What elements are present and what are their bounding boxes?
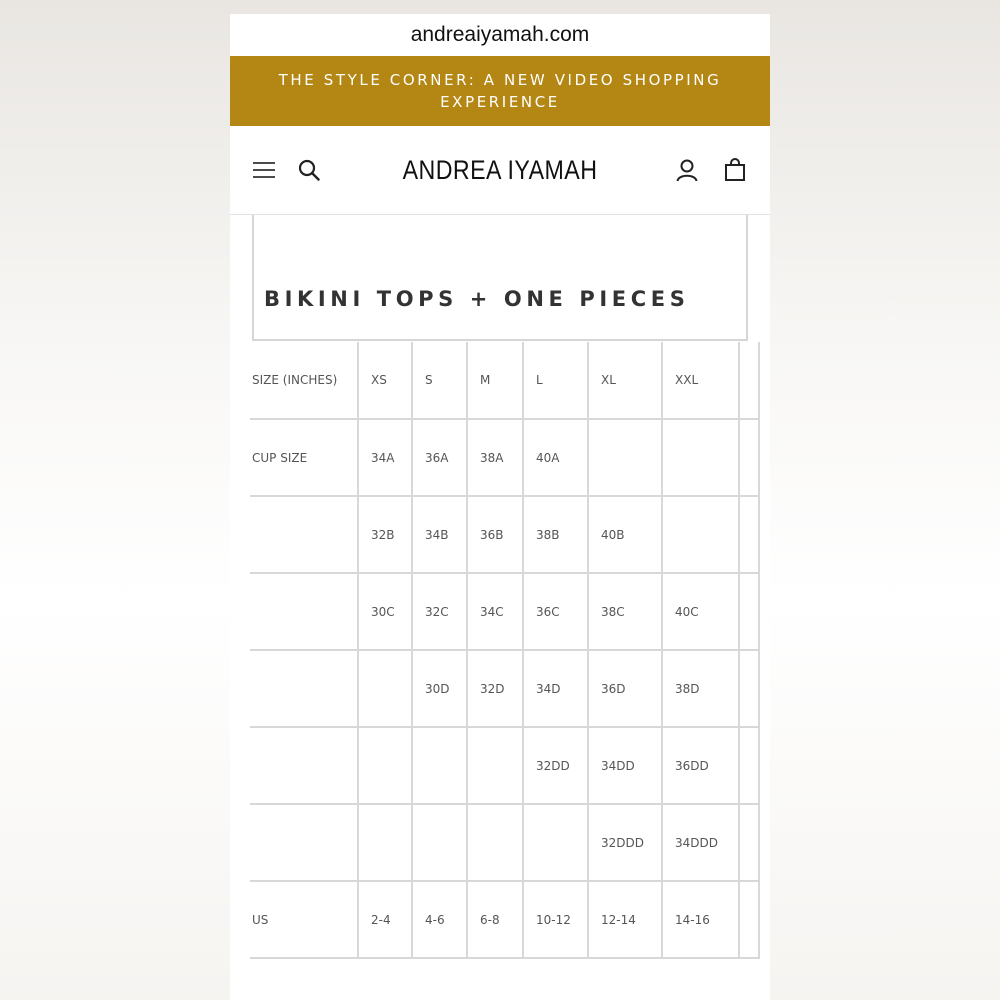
table-cell: 32D xyxy=(467,650,523,727)
phone-screen xyxy=(230,14,770,1000)
address-bar[interactable] xyxy=(230,14,770,56)
table-cell: 32C xyxy=(412,573,467,650)
table-cell xyxy=(358,804,412,881)
table-cell: 40C xyxy=(662,573,739,650)
table-row xyxy=(250,573,759,650)
table-cell xyxy=(412,804,467,881)
account-icon[interactable] xyxy=(675,126,699,214)
table-cell: 38D xyxy=(662,650,739,727)
table-cell: 34C xyxy=(467,573,523,650)
table-cell xyxy=(250,573,358,650)
table-cell: 32DD xyxy=(523,727,588,804)
table-cell: 38B xyxy=(523,496,588,573)
table-cell xyxy=(358,727,412,804)
table-cell-overflow xyxy=(739,342,759,419)
column-header: XS xyxy=(358,342,412,419)
site-logo[interactable]: ANDREA IYAMAH xyxy=(402,154,598,185)
column-header: L xyxy=(523,342,588,419)
column-header: XXL xyxy=(662,342,739,419)
table-cell xyxy=(662,496,739,573)
table-row xyxy=(250,496,759,573)
menu-icon[interactable] xyxy=(252,126,276,214)
table-cell: 36D xyxy=(588,650,662,727)
table-row xyxy=(250,650,759,727)
table-cell: 38C xyxy=(588,573,662,650)
search-icon[interactable] xyxy=(298,126,320,214)
table-cell: 34DDD xyxy=(662,804,739,881)
table-cell xyxy=(523,804,588,881)
table-cell xyxy=(412,727,467,804)
table-cell: 32B xyxy=(358,496,412,573)
table-cell xyxy=(250,727,358,804)
table-header-row xyxy=(250,342,759,419)
size-chart-title-box xyxy=(252,215,748,341)
table-cell: 30C xyxy=(358,573,412,650)
table-cell: 40A xyxy=(523,419,588,496)
table-row xyxy=(250,804,759,881)
table-cell-overflow xyxy=(739,881,759,958)
table-cell: 2-4 xyxy=(358,881,412,958)
table-cell xyxy=(467,727,523,804)
table-cell: 36B xyxy=(467,496,523,573)
column-header: M xyxy=(467,342,523,419)
table-cell: 34D xyxy=(523,650,588,727)
table-cell xyxy=(662,419,739,496)
table-cell xyxy=(588,419,662,496)
table-cell xyxy=(250,496,358,573)
table-cell-overflow xyxy=(739,419,759,496)
column-header: XL xyxy=(588,342,662,419)
table-cell: 30D xyxy=(412,650,467,727)
size-chart-title: BIKINI TOPS + ONE PIECES xyxy=(264,287,690,311)
table-cell-overflow xyxy=(739,650,759,727)
table-cell: 36A xyxy=(412,419,467,496)
table-cell: 14-16 xyxy=(662,881,739,958)
announcement-text: THE STYLE CORNER: A NEW VIDEO SHOPPING EXPERIENCE xyxy=(278,71,722,111)
table-cell: 32DDD xyxy=(588,804,662,881)
table-row xyxy=(250,881,759,958)
table-cell xyxy=(358,650,412,727)
table-cell: 10-12 xyxy=(523,881,588,958)
table-row xyxy=(250,419,759,496)
table-cell: 34A xyxy=(358,419,412,496)
table-cell: 36C xyxy=(523,573,588,650)
table-cell: 6-8 xyxy=(467,881,523,958)
url-text: andreaiyamah.com xyxy=(410,23,590,46)
table-cell-overflow xyxy=(739,496,759,573)
table-row xyxy=(250,727,759,804)
table-cell xyxy=(250,804,358,881)
table-cell-overflow xyxy=(739,727,759,804)
table-cell: 4-6 xyxy=(412,881,467,958)
size-table xyxy=(250,342,760,959)
table-cell-overflow xyxy=(739,804,759,881)
table-cell xyxy=(467,804,523,881)
table-cell: 34DD xyxy=(588,727,662,804)
column-header: SIZE (INCHES) xyxy=(250,342,358,419)
table-cell: 38A xyxy=(467,419,523,496)
bag-icon[interactable] xyxy=(724,126,746,214)
table-cell: US xyxy=(250,881,358,958)
table-cell: CUP SIZE xyxy=(250,419,358,496)
table-cell-overflow xyxy=(739,573,759,650)
table-cell xyxy=(250,650,358,727)
table-cell: 36DD xyxy=(662,727,739,804)
table-cell: 12-14 xyxy=(588,881,662,958)
column-header: S xyxy=(412,342,467,419)
announcement-banner[interactable] xyxy=(230,56,770,126)
table-cell: 40B xyxy=(588,496,662,573)
table-cell: 34B xyxy=(412,496,467,573)
site-header xyxy=(230,126,770,215)
